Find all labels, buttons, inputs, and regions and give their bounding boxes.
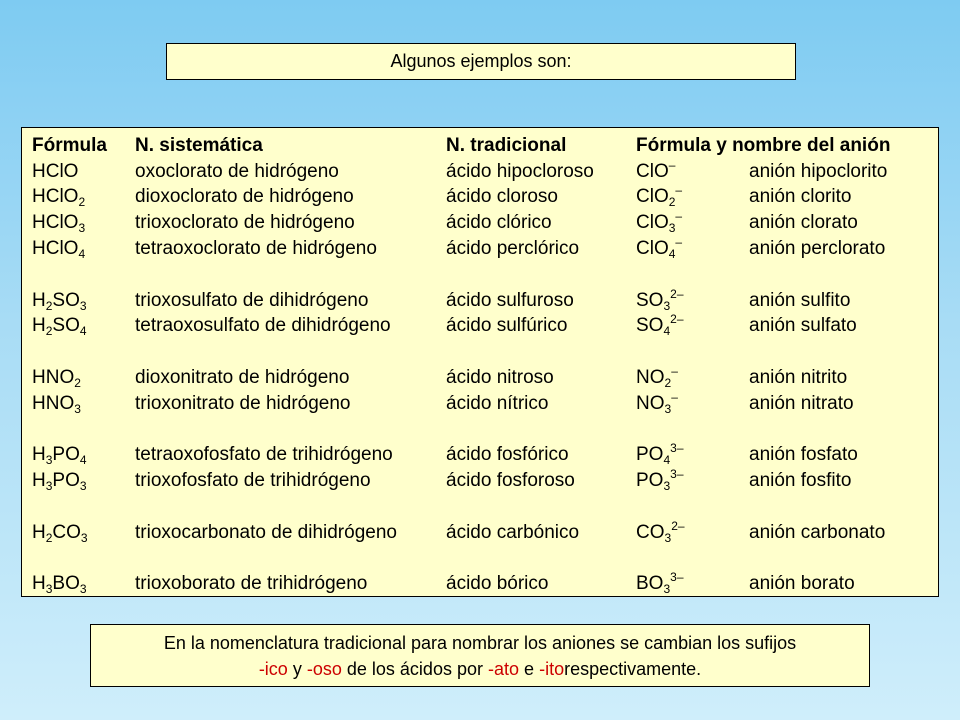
table-row xyxy=(32,288,929,314)
anion-formula-cell: $CO_3^{2-}$ xyxy=(636,518,685,545)
systematic-name-cell: oxoclorato de hidrógeno xyxy=(135,160,339,182)
systematic-name-cell: dioxonitrato de hidrógeno xyxy=(135,367,350,389)
systematic-name-cell: dioxoclorato de hidrógeno xyxy=(135,186,354,208)
header-anion: Fórmula y nombre del anión xyxy=(636,134,891,156)
traditional-name-cell: ácido fosforoso xyxy=(446,470,575,492)
anion-name-cell: anión nitrito xyxy=(749,367,848,389)
anion-formula-cell: $PO_3^{3-}$ xyxy=(636,467,684,494)
formula-cell: HClO$_2$ xyxy=(32,186,86,210)
anion-name-cell: anión clorato xyxy=(749,212,858,234)
traditional-name-cell: ácido clórico xyxy=(446,212,552,234)
title-text: Algunos ejemplos son: xyxy=(390,51,572,71)
table-row xyxy=(32,210,929,236)
suffix-ico: -ico xyxy=(258,659,288,679)
systematic-name-cell: tetraoxofosfato de trihidrógeno xyxy=(135,444,393,466)
row-spacer xyxy=(32,262,929,288)
anion-name-cell: anión sulfito xyxy=(749,289,851,311)
formula-cell: $H_2CO_3$ xyxy=(32,521,88,545)
anion-formula-cell: $NO_2^-$ xyxy=(636,364,678,391)
table-row xyxy=(32,468,929,494)
formula-cell: $H_2SO_3$ xyxy=(32,289,87,313)
anion-formula-cell: ClO$_3$– xyxy=(636,209,683,236)
traditional-name-cell: ácido carbónico xyxy=(446,521,580,543)
systematic-name-cell: trioxosulfato de dihidrógeno xyxy=(135,289,369,311)
systematic-name-cell: trioxofosfato de trihidrógeno xyxy=(135,470,371,492)
formula-cell: $HNO_3$ xyxy=(32,392,81,416)
systematic-name-cell: trioxoclorato de hidrógeno xyxy=(135,212,355,234)
anion-name-cell: anión perclorato xyxy=(749,238,886,260)
note-and-1: y xyxy=(292,659,302,679)
anion-formula-cell: $NO_3^-$ xyxy=(636,389,678,416)
systematic-name-cell: trioxoborato de trihidrógeno xyxy=(135,573,368,595)
header-formula: Fórmula xyxy=(32,134,107,156)
anion-formula-cell: ClO$_4$– xyxy=(636,235,683,262)
acids-table-box xyxy=(21,127,939,597)
table-row xyxy=(32,520,929,546)
formula-cell: $H_3BO_3$ xyxy=(32,573,87,597)
row-spacer xyxy=(32,494,929,520)
anion-name-cell: anión clorito xyxy=(749,186,852,208)
table-row xyxy=(32,365,929,391)
table-row xyxy=(32,391,929,417)
traditional-name-cell: ácido fosfórico xyxy=(446,444,569,466)
traditional-name-cell: ácido hipocloroso xyxy=(446,160,594,182)
formula-cell: $H_3PO_3$ xyxy=(32,470,87,494)
table-header-row xyxy=(32,133,929,159)
traditional-name-cell: ácido sulfuroso xyxy=(446,289,574,311)
formula-cell: HClO$_3$ xyxy=(32,212,86,236)
header-tradicional: N. tradicional xyxy=(446,134,567,156)
traditional-name-cell: ácido nitroso xyxy=(446,367,554,389)
anion-name-cell: anión sulfato xyxy=(749,315,857,337)
anion-formula-cell: $SO_3^{2-}$ xyxy=(636,286,684,313)
row-spacer xyxy=(32,417,929,443)
suffix-ato: -ato xyxy=(488,659,520,679)
table-row xyxy=(32,443,929,469)
anion-name-cell: anión carbonato xyxy=(749,521,886,543)
formula-cell: $H_2SO_4$ xyxy=(32,315,87,339)
traditional-name-cell: ácido nítrico xyxy=(446,392,549,414)
formula-cell: $HNO_2$ xyxy=(32,367,81,391)
anion-formula-cell: $PO_4^{3-}$ xyxy=(636,441,684,468)
anion-name-cell: anión hipoclorito xyxy=(749,160,888,182)
formula-cell: HClO xyxy=(32,160,79,182)
systematic-name-cell: tetraoxosulfato de dihidrógeno xyxy=(135,315,391,337)
table-row xyxy=(32,236,929,262)
note-box xyxy=(90,624,870,687)
note-middle: de los ácidos por xyxy=(346,659,483,679)
acids-table xyxy=(32,133,929,597)
anion-name-cell: anión fosfito xyxy=(749,470,852,492)
note-end: respectivamente. xyxy=(564,659,702,679)
title-box xyxy=(166,43,796,80)
note-and-2: e xyxy=(524,659,535,679)
note-line-1: En la nomenclatura tradicional para nombrar los aniones se cambian los sufijos xyxy=(163,633,797,653)
table-row xyxy=(32,572,929,598)
header-sistematica: N. sistemática xyxy=(135,134,263,156)
traditional-name-cell: ácido bórico xyxy=(446,573,549,595)
traditional-name-cell: ácido perclórico xyxy=(446,238,580,260)
systematic-name-cell: trioxonitrato de hidrógeno xyxy=(135,392,351,414)
table-row xyxy=(32,185,929,211)
anion-name-cell: anión fosfato xyxy=(749,444,858,466)
suffix-ito: -ito xyxy=(539,659,565,679)
anion-formula-cell: $SO_4^{2-}$ xyxy=(636,312,684,339)
suffix-oso: -oso xyxy=(306,659,342,679)
anion-formula-cell: $BO_3^{3-}$ xyxy=(636,570,684,597)
row-spacer xyxy=(32,339,929,365)
row-spacer xyxy=(32,546,929,572)
traditional-name-cell: ácido cloroso xyxy=(446,186,558,208)
anion-name-cell: anión borato xyxy=(749,573,855,595)
anion-formula-cell: ClO– xyxy=(636,157,676,182)
table-row xyxy=(32,314,929,340)
systematic-name-cell: tetraoxoclorato de hidrógeno xyxy=(135,238,377,260)
note-line-2 xyxy=(91,656,869,682)
systematic-name-cell: trioxocarbonato de dihidrógeno xyxy=(135,521,397,543)
anion-name-cell: anión nitrato xyxy=(749,392,854,414)
table-row xyxy=(32,159,929,185)
formula-cell: $H_3PO_4$ xyxy=(32,444,87,468)
anion-formula-cell: ClO$_2$– xyxy=(636,183,683,210)
traditional-name-cell: ácido sulfúrico xyxy=(446,315,568,337)
formula-cell: HClO$_4$ xyxy=(32,238,86,262)
